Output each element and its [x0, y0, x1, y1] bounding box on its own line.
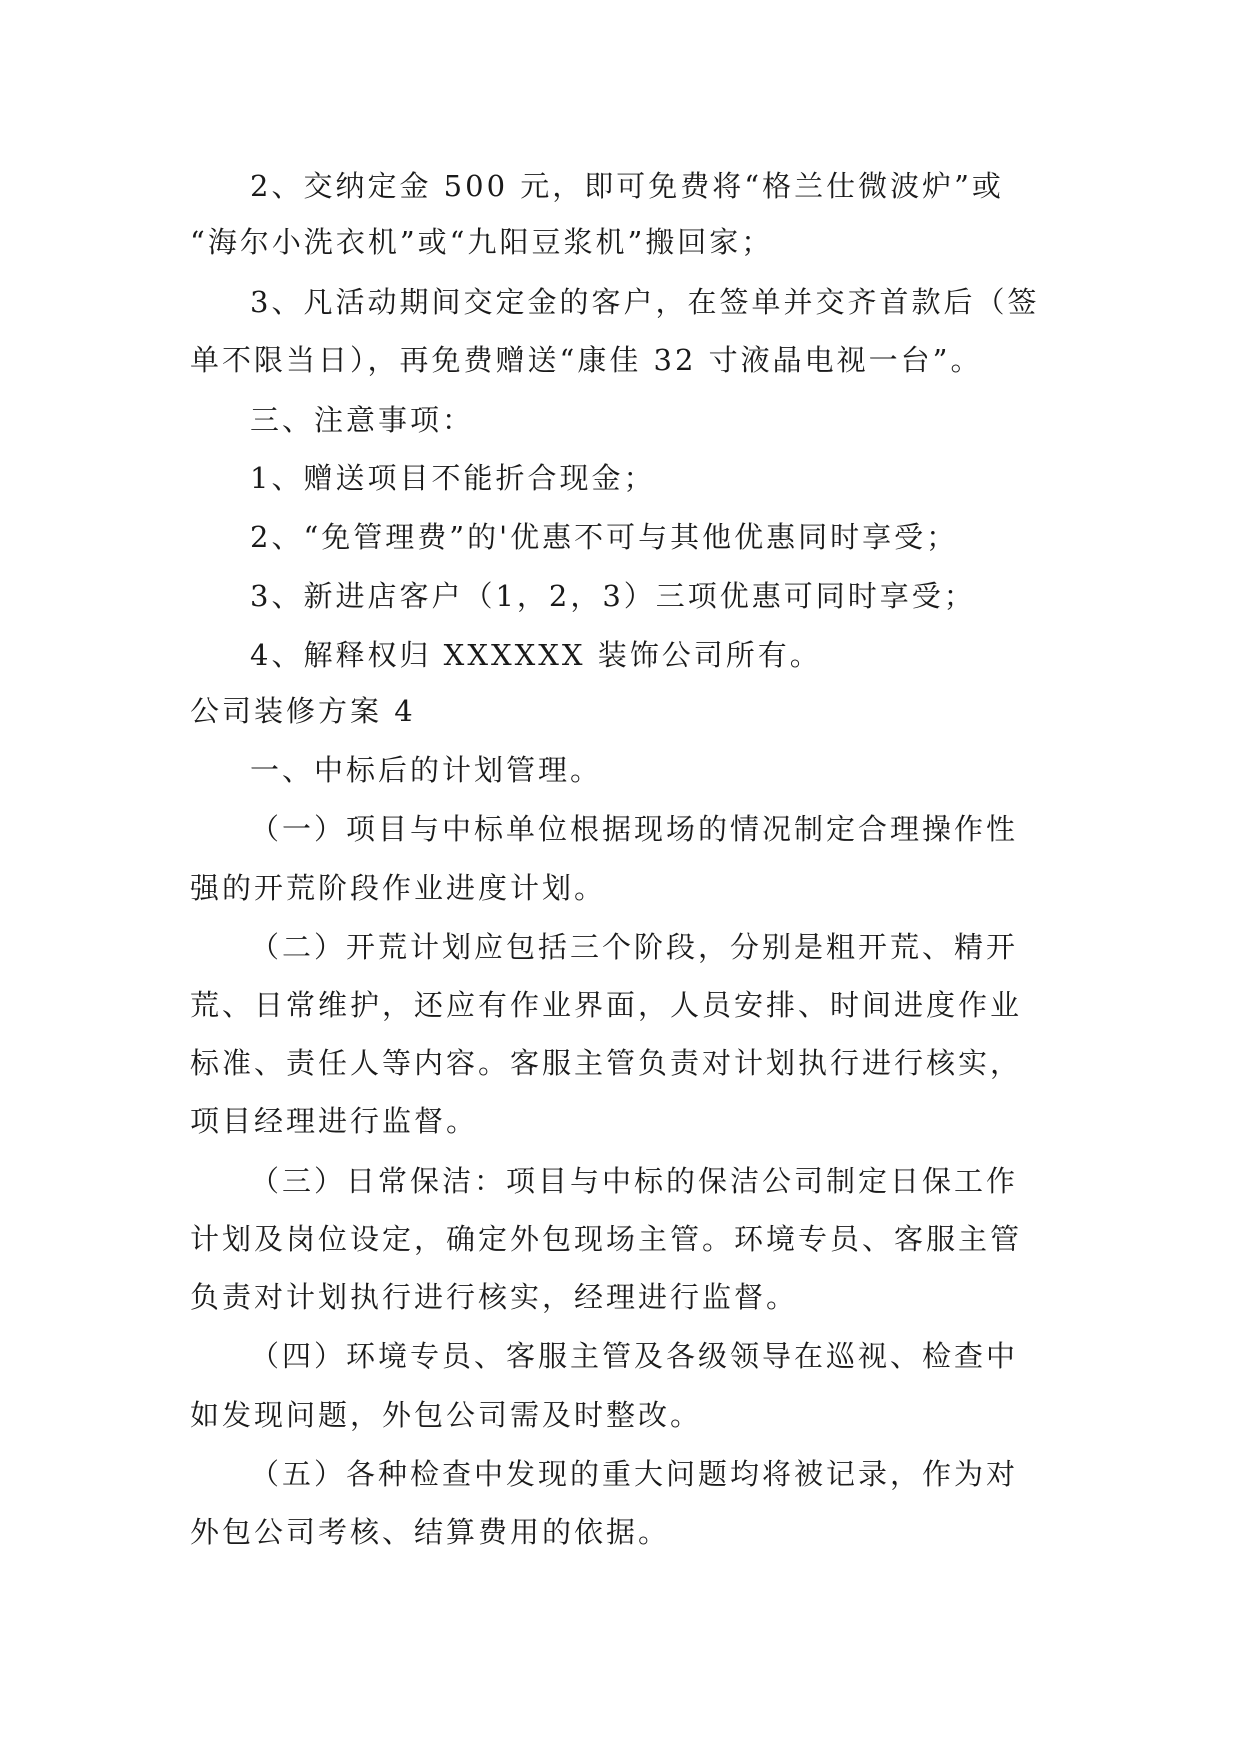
paragraph-line: 负责对计划执行进行核实，经理进行监督。	[190, 1280, 799, 1314]
paragraph-line: 外包公司考核、结算费用的依据。	[190, 1515, 671, 1549]
paragraph-line: （一）项目与中标单位根据现场的情况制定合理操作性	[250, 812, 1019, 846]
paragraph-line: （五）各种检查中发现的重大问题均将被记录，作为对	[250, 1457, 1019, 1491]
document-title: 公司装修方案 4	[190, 694, 416, 728]
paragraph-line: 2、“免管理费”的'优惠不可与其他优惠同时享受；	[250, 520, 959, 554]
paragraph-line: 标准、责任人等内容。客服主管负责对计划执行进行核实，	[190, 1046, 1023, 1080]
paragraph-line: 强的开荒阶段作业进度计划。	[190, 871, 607, 905]
paragraph-line: 计划及岗位设定，确定外包现场主管。环境专员、客服主管	[190, 1222, 1023, 1256]
paragraph-line: 如发现问题，外包公司需及时整改。	[190, 1398, 703, 1432]
section-heading: 一、中标后的计划管理。	[250, 753, 603, 787]
paragraph-line: 荒、日常维护，还应有作业界面，人员安排、时间进度作业	[190, 988, 1023, 1022]
paragraph-line: 1、赠送项目不能折合现金；	[250, 461, 656, 495]
section-heading: 三、注意事项：	[250, 403, 475, 437]
paragraph-line: 3、新进店客户（1，2，3）三项优惠可同时享受；	[250, 579, 976, 613]
paragraph-line: 4、解释权归 XXXXXX 装饰公司所有。	[250, 638, 822, 672]
paragraph-line: 项目经理进行监督。	[190, 1104, 479, 1138]
paragraph-line: （三）日常保洁：项目与中标的保洁公司制定日保工作	[250, 1164, 1019, 1198]
paragraph-line: 2、交纳定金 500 元，即可免费将“格兰仕微波炉”或	[250, 169, 1004, 203]
paragraph-line: 单不限当日），再免费赠送“康佳 32 寸液晶电视一台”。	[190, 343, 983, 377]
paragraph-line: “海尔小洗衣机”或“九阳豆浆机”搬回家；	[190, 225, 774, 259]
paragraph-line: （四）环境专员、客服主管及各级领导在巡视、检查中	[250, 1339, 1019, 1373]
paragraph-line: 3、凡活动期间交定金的客户，在签单并交齐首款后（签	[250, 285, 1040, 319]
paragraph-line: （二）开荒计划应包括三个阶段，分别是粗开荒、精开	[250, 930, 1019, 964]
